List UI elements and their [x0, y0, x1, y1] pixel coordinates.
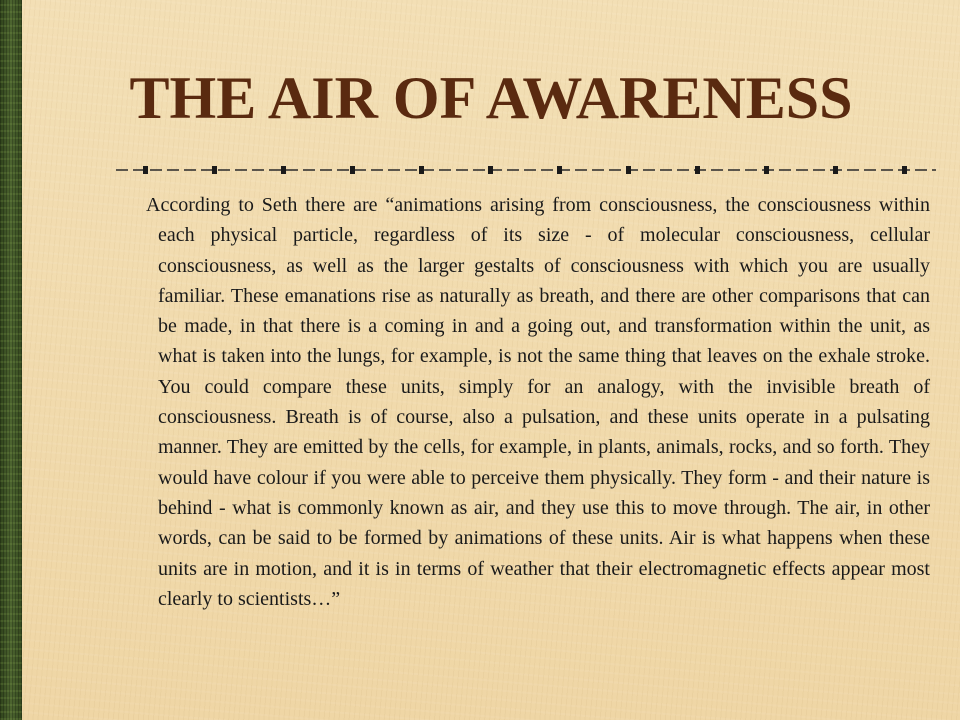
slide-title: THE AIR OF AWARENESS	[129, 65, 853, 131]
dashed-divider	[116, 162, 936, 178]
slide-body-text: According to Seth there are “animations arising from consciousness, the consciousness within each physical particle, regardless of its size - of molecular consciousness, cellular consciousness, as well as the larger gestalts of consciousness with which you are usually familiar. These emanations rise as naturally as breath, and there are other comparisons that can be made, in that there is a coming in and a going out, and transformation within the unit, as what is taken into the lungs, for example, is not the same thing that leaves on the exhale stroke. You could compare these units, simply for an analogy, with the invisible breath of consciousness. Breath is of course, also a pulsation, and these units operate in a pulsating manner. They are emitted by the cells, for example, in plants, animals, rocks, and so forth. They would have colour if you were able to perceive them physically. They form - and their nature is behind - what is commonly known as air, and they use this to move through. The air, in other words, can be said to be formed by animations of these units. Air is what happens when these units are in motion, and it is in terms of weather that their electromagnetic effects appear most clearly to scientists…”	[146, 194, 930, 610]
left-decorative-bar	[0, 0, 22, 720]
